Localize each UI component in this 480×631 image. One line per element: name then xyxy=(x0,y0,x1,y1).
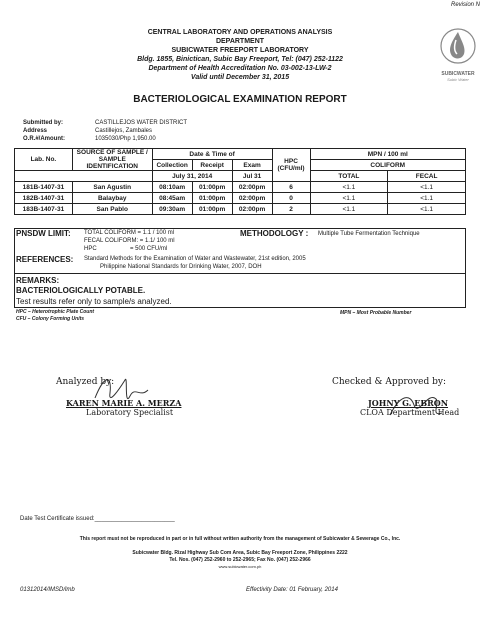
exam-time: 02:00pm xyxy=(232,182,272,193)
water-drop-icon xyxy=(438,26,478,66)
doc-code: 01312014/IMSD/lmb xyxy=(20,587,75,593)
lab-no: 182B-1407-31 xyxy=(15,193,73,204)
logo-tagline: Subic Water xyxy=(447,77,469,82)
sample-source: Balaybay xyxy=(72,193,152,204)
total-coliform: <1.1 xyxy=(310,193,388,204)
lab-no: 181B-1407-31 xyxy=(15,182,73,193)
receipt-time: 01:00pm xyxy=(192,204,232,215)
reference-1: Standard Methods for the Examination of Water and Wastewater, 21st edition, 2005 xyxy=(84,256,306,262)
submitted-by-value: CASTILLEJOS WATER DISTRICT xyxy=(95,120,188,126)
approved-by-label: Checked & Approved by: xyxy=(332,377,446,387)
sample-source: San Agustin xyxy=(72,182,152,193)
fecal-coliform: <1.1 xyxy=(388,204,466,215)
header-line-5: Department of Health Accreditation No. 03-002-13-LW-2 xyxy=(148,65,332,72)
divider xyxy=(14,273,466,274)
fecal-coliform: <1.1 xyxy=(388,193,466,204)
exam-time: 02:00pm xyxy=(232,204,272,215)
footer-web: www.subicwater.com.ph xyxy=(218,564,262,569)
border-right xyxy=(465,228,466,308)
analyzed-by-label: Analyzed by: xyxy=(56,377,115,387)
or-amount-label: O.R.#/Amount: xyxy=(23,136,65,142)
legend-mpn: MPN – Most Probable Number xyxy=(340,310,412,316)
hpc-value: 2 xyxy=(272,204,310,215)
header-collection: Collection xyxy=(152,160,192,171)
remarks-note: Test results refer only to sample/s analyzed. xyxy=(16,297,172,306)
header-line-2: DEPARTMENT xyxy=(215,38,265,45)
collection-time: 09:30am xyxy=(152,204,192,215)
pnsdw-limit-label: PNSDW LIMIT: xyxy=(16,229,71,238)
disclaimer: This report must not be reproduced in part or in full without written authority from the management of Subicwater & Sewerage Co., Inc. xyxy=(79,536,401,542)
table-row xyxy=(15,204,466,215)
revision-label: Revision N xyxy=(450,2,480,8)
divider xyxy=(14,307,466,308)
header-coliform: COLIFORM xyxy=(310,160,465,171)
submitted-by-label: Submitted by: xyxy=(23,120,63,126)
total-coliform: <1.1 xyxy=(310,182,388,193)
receipt-time: 01:00pm xyxy=(192,193,232,204)
footer-address: Subicwater Bldg. Rizal Highway Sub Com Area, Subic Bay Freeport Zone, Philippines 2222 xyxy=(132,550,348,556)
remarks-value: BACTERIOLOGICALLY POTABLE. xyxy=(16,286,146,295)
header-blank xyxy=(15,171,153,182)
hpc-value: 6 xyxy=(272,182,310,193)
date-collection: July 31, 2014 xyxy=(152,171,232,182)
remarks-label: REMARKS: xyxy=(16,276,60,285)
header-hpc: HPC (CFU/ml) xyxy=(272,149,310,182)
hpc-value: 0 xyxy=(272,193,310,204)
receipt-time: 01:00pm xyxy=(192,182,232,193)
table-row xyxy=(15,193,466,204)
address-label: Address xyxy=(23,128,48,134)
methodology-value: Multiple Tube Fermentation Technique xyxy=(318,231,420,237)
header-fecal: FECAL xyxy=(388,171,466,182)
header-line-3: SUBICWATER FREEPORT LABORATORY xyxy=(171,47,309,54)
header-lab-no: Lab. No. xyxy=(15,149,73,171)
reference-2: Philippine National Standards for Drinking Water, 2007, DOH xyxy=(100,264,262,270)
header-exam: Exam xyxy=(232,160,272,171)
limit-hpc: HPC = 500 CFU/ml xyxy=(84,246,168,252)
sample-source: San Pablo xyxy=(72,204,152,215)
date-issued-line: Date Test Certificate issued:________________________ xyxy=(20,516,175,522)
collection-time: 08:45am xyxy=(152,193,192,204)
logo-name: SUBICWATER xyxy=(441,71,475,77)
date-exam: Jul 31 xyxy=(232,171,272,182)
approver-name: JOHNY G. EBRON xyxy=(368,398,449,408)
analyst-title: Laboratory Specialist xyxy=(86,408,174,417)
exam-time: 02:00pm xyxy=(232,193,272,204)
legend-cfu: CFU – Colony Forming Units xyxy=(16,316,85,322)
footer-tel: Tel. Nos. (047) 252-2960 to 252-2965; Fax No. (047) 252-2966 xyxy=(169,557,311,563)
methodology-label: METHODOLOGY : xyxy=(240,229,309,238)
analyst-name: KAREN MARIE A. MERZA xyxy=(66,398,182,408)
header-mpn: MPN / 100 ml xyxy=(310,149,465,160)
border-left xyxy=(14,228,15,308)
header-line-6: Valid until December 31, 2015 xyxy=(190,74,290,81)
report-title: BACTERIOLOGICAL EXAMINATION REPORT xyxy=(133,94,347,105)
total-coliform: <1.1 xyxy=(310,204,388,215)
effectivity-date: Effectivity Date: 01 February, 2014 xyxy=(246,587,338,593)
table-row xyxy=(15,182,466,193)
header-date-time: Date & Time of xyxy=(152,149,272,160)
legend-hpc: HPC – Heterotrophic Plate Count xyxy=(16,309,95,315)
limit-fecal-coliform: FECAL COLIFORM: = 1.1/ 100 ml xyxy=(84,238,175,244)
subicwater-logo xyxy=(438,26,478,82)
references-label: REFERENCES: xyxy=(16,255,74,264)
document-header xyxy=(90,28,390,82)
results-table xyxy=(14,148,466,215)
header-line-4: Bldg. 1855, Binictican, Subic Bay Freeport, Tel: (047) 252-1122 xyxy=(137,56,343,63)
fecal-coliform: <1.1 xyxy=(388,182,466,193)
or-amount-value: 1035030/Php 1,950.00 xyxy=(95,136,156,142)
approver-title: CLOA Department Head xyxy=(360,408,460,417)
address-value: Castillejos, Zambales xyxy=(95,128,153,134)
header-source: SOURCE OF SAMPLE / SAMPLE IDENTIFICATION xyxy=(72,149,152,171)
limit-total-coliform: TOTAL COLIFORM = 1.1 / 100 ml xyxy=(84,230,175,236)
header-total: TOTAL xyxy=(310,171,388,182)
header-line-1: CENTRAL LABORATORY AND OPERATIONS ANALYSIS xyxy=(147,29,333,36)
collection-time: 08:10am xyxy=(152,182,192,193)
lab-no: 183B-1407-31 xyxy=(15,204,73,215)
header-receipt: Receipt xyxy=(192,160,232,171)
